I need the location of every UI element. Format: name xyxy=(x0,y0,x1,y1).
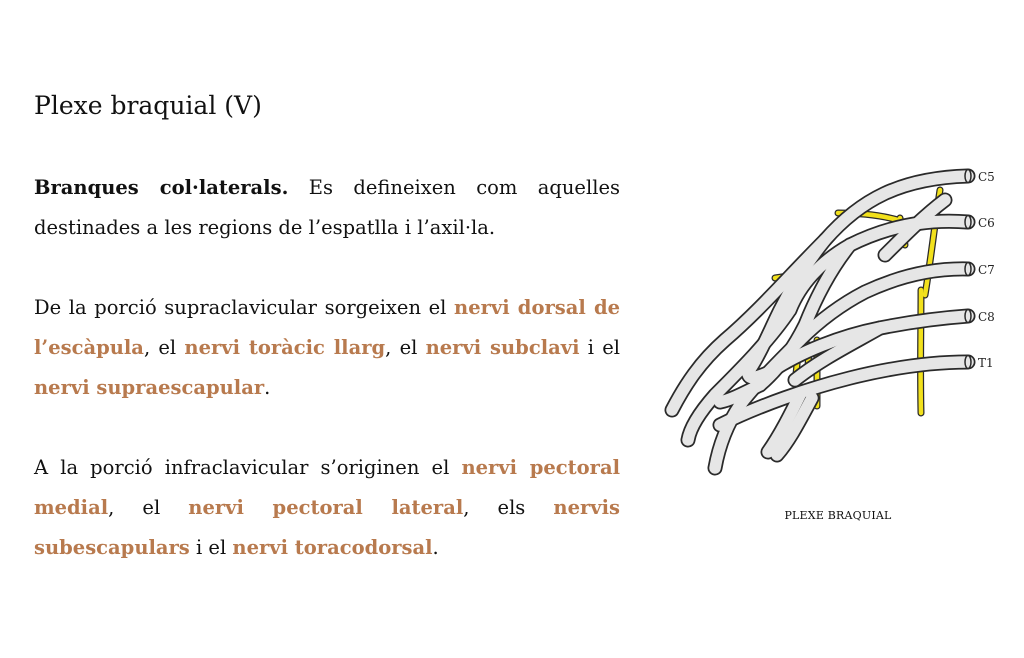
text-fragment: , el xyxy=(385,336,426,359)
text-fragment: De la porció supraclavicular sorgeixen el xyxy=(34,296,455,319)
nerve-term-lateral-pectoral: nervi pectoral lateral xyxy=(188,496,464,519)
nerve-term-thoracodorsal: nervi toracodorsal xyxy=(232,536,433,559)
brachial-plexus-diagram xyxy=(655,160,1010,490)
paragraph-supraclavicular xyxy=(34,288,620,408)
text-fragment: A la porció infraclavicular s’originen el xyxy=(34,456,462,479)
paragraph-infraclavicular xyxy=(34,448,620,568)
text-fragment: i el xyxy=(579,336,620,359)
body-text xyxy=(34,168,620,608)
diagram-caption: PLEXE BRAQUIAL xyxy=(784,509,892,522)
text-fragment: , els xyxy=(463,496,554,519)
nerve-term-long-thoracic: nervi toràcic llarg xyxy=(184,336,386,359)
page-title: Plexe braquial (V) xyxy=(34,91,262,120)
paragraph-collateral-branches xyxy=(34,168,620,248)
nerve-trunks-fill xyxy=(672,176,968,468)
root-label-t1: T1 xyxy=(978,356,994,370)
nerve-term-subclavius: nervi subclavi xyxy=(425,336,580,359)
text-fragment: . xyxy=(264,376,271,399)
root-cut-ends xyxy=(965,170,971,369)
root-label-c5: C5 xyxy=(978,170,995,184)
root-label-c7: C7 xyxy=(978,263,995,277)
paragraph-text: Es defineixen com aquelles destinades a les regions de l’espatlla i l’axil·la. xyxy=(34,176,620,239)
nerve-term-suprascapular: nervi supraescapular xyxy=(34,376,265,399)
nerve-term-medial-pectoral: nervi pectoral medial xyxy=(34,456,620,519)
root-label-c6: C6 xyxy=(978,216,995,230)
text-fragment: i el xyxy=(189,536,233,559)
text-fragment: . xyxy=(432,536,439,559)
paragraph-lead: Branques col·laterals. xyxy=(34,176,289,199)
text-fragment: , el xyxy=(143,336,185,359)
nerve-term-subscapular: nervis subescapulars xyxy=(34,496,620,559)
nerve-term-dorsal-scapular: nervi dorsal de l’escàpula xyxy=(34,296,620,359)
text-fragment: , el xyxy=(108,496,189,519)
root-label-c8: C8 xyxy=(978,310,995,324)
